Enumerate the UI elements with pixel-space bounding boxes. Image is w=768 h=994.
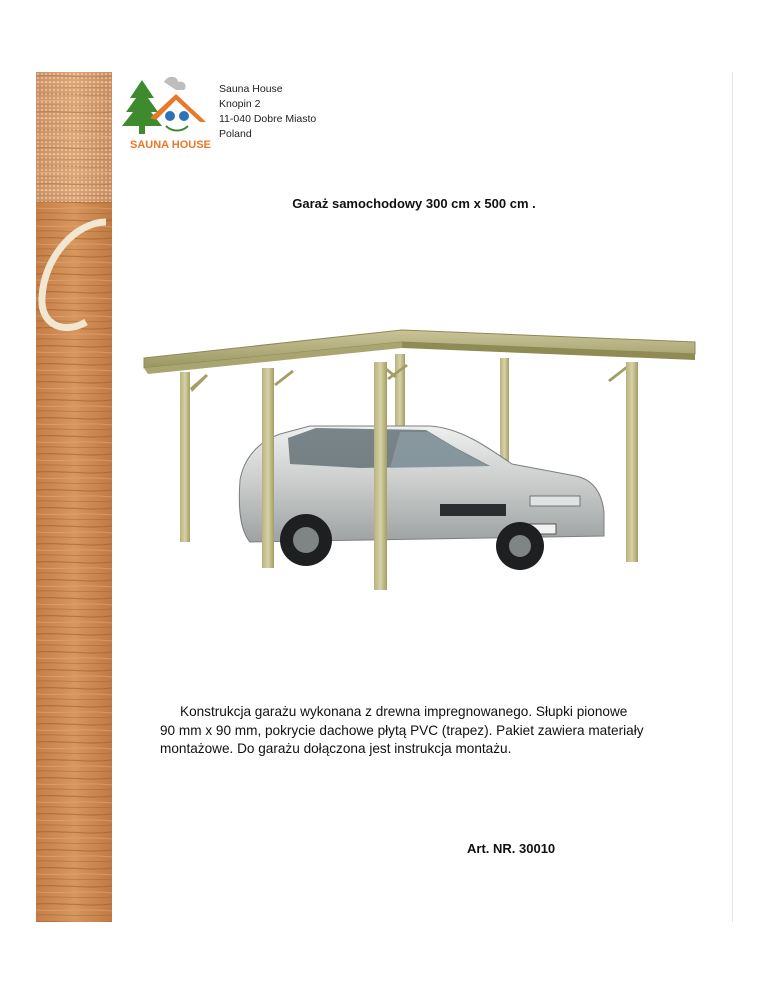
description-line: montażowe. Do garażu dołączona jest instrukcja montażu. [160,741,512,756]
product-title: Garaż samochodowy 300 cm x 500 cm . [292,196,536,211]
sauna-house-logo [120,72,212,156]
description-line: Konstrukcja garażu wykonana z drewna impregnowanego. Słupki pionowe [180,704,628,719]
logo-text: SAUNA HOUSE [130,139,211,151]
article-number: Art. NR. 30010 [467,841,556,856]
company-name: Sauna House [219,83,283,95]
address-city: 11-040 Dobre Miasto [219,113,317,125]
carport-with-car-image [140,318,716,608]
address-country: Poland [219,128,252,140]
product-description [160,703,700,759]
address-street: Knopin 2 [219,98,261,110]
description-line: 90 mm x 90 mm, pokrycie dachowe płytą PVC (trapez). Pakiet zawiera materiały [160,722,644,738]
company-address [219,82,316,142]
